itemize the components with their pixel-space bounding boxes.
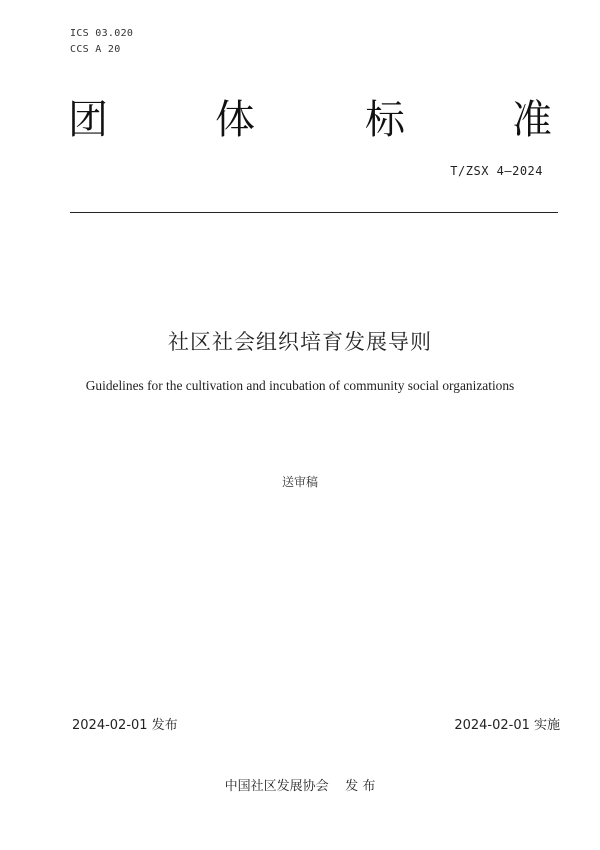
- doc-type-char-1: 团: [68, 97, 108, 143]
- header-divider: [70, 212, 558, 213]
- document-title-english: Guidelines for the cultivation and incubation of community social organizations: [85, 378, 515, 393]
- doc-type-char-3: 标: [365, 97, 405, 143]
- draft-status: 送审稿: [281, 475, 318, 489]
- doc-type-char-4: 准: [512, 97, 552, 143]
- ics-code: ICS 03.020: [70, 28, 134, 39]
- doc-type-char-2: 体: [215, 97, 255, 143]
- implementation-date: 2024-02-01 实施: [454, 718, 560, 733]
- document-title-chinese: 社区社会组织培育发展导则: [168, 330, 432, 354]
- publish-date: 2024-02-01 发布: [72, 718, 178, 733]
- issuing-organization: 中国社区发展协会 发 布: [224, 779, 376, 794]
- standard-number: T/ZSX 4—2024: [450, 164, 543, 178]
- ccs-code: CCS A 20: [70, 44, 121, 55]
